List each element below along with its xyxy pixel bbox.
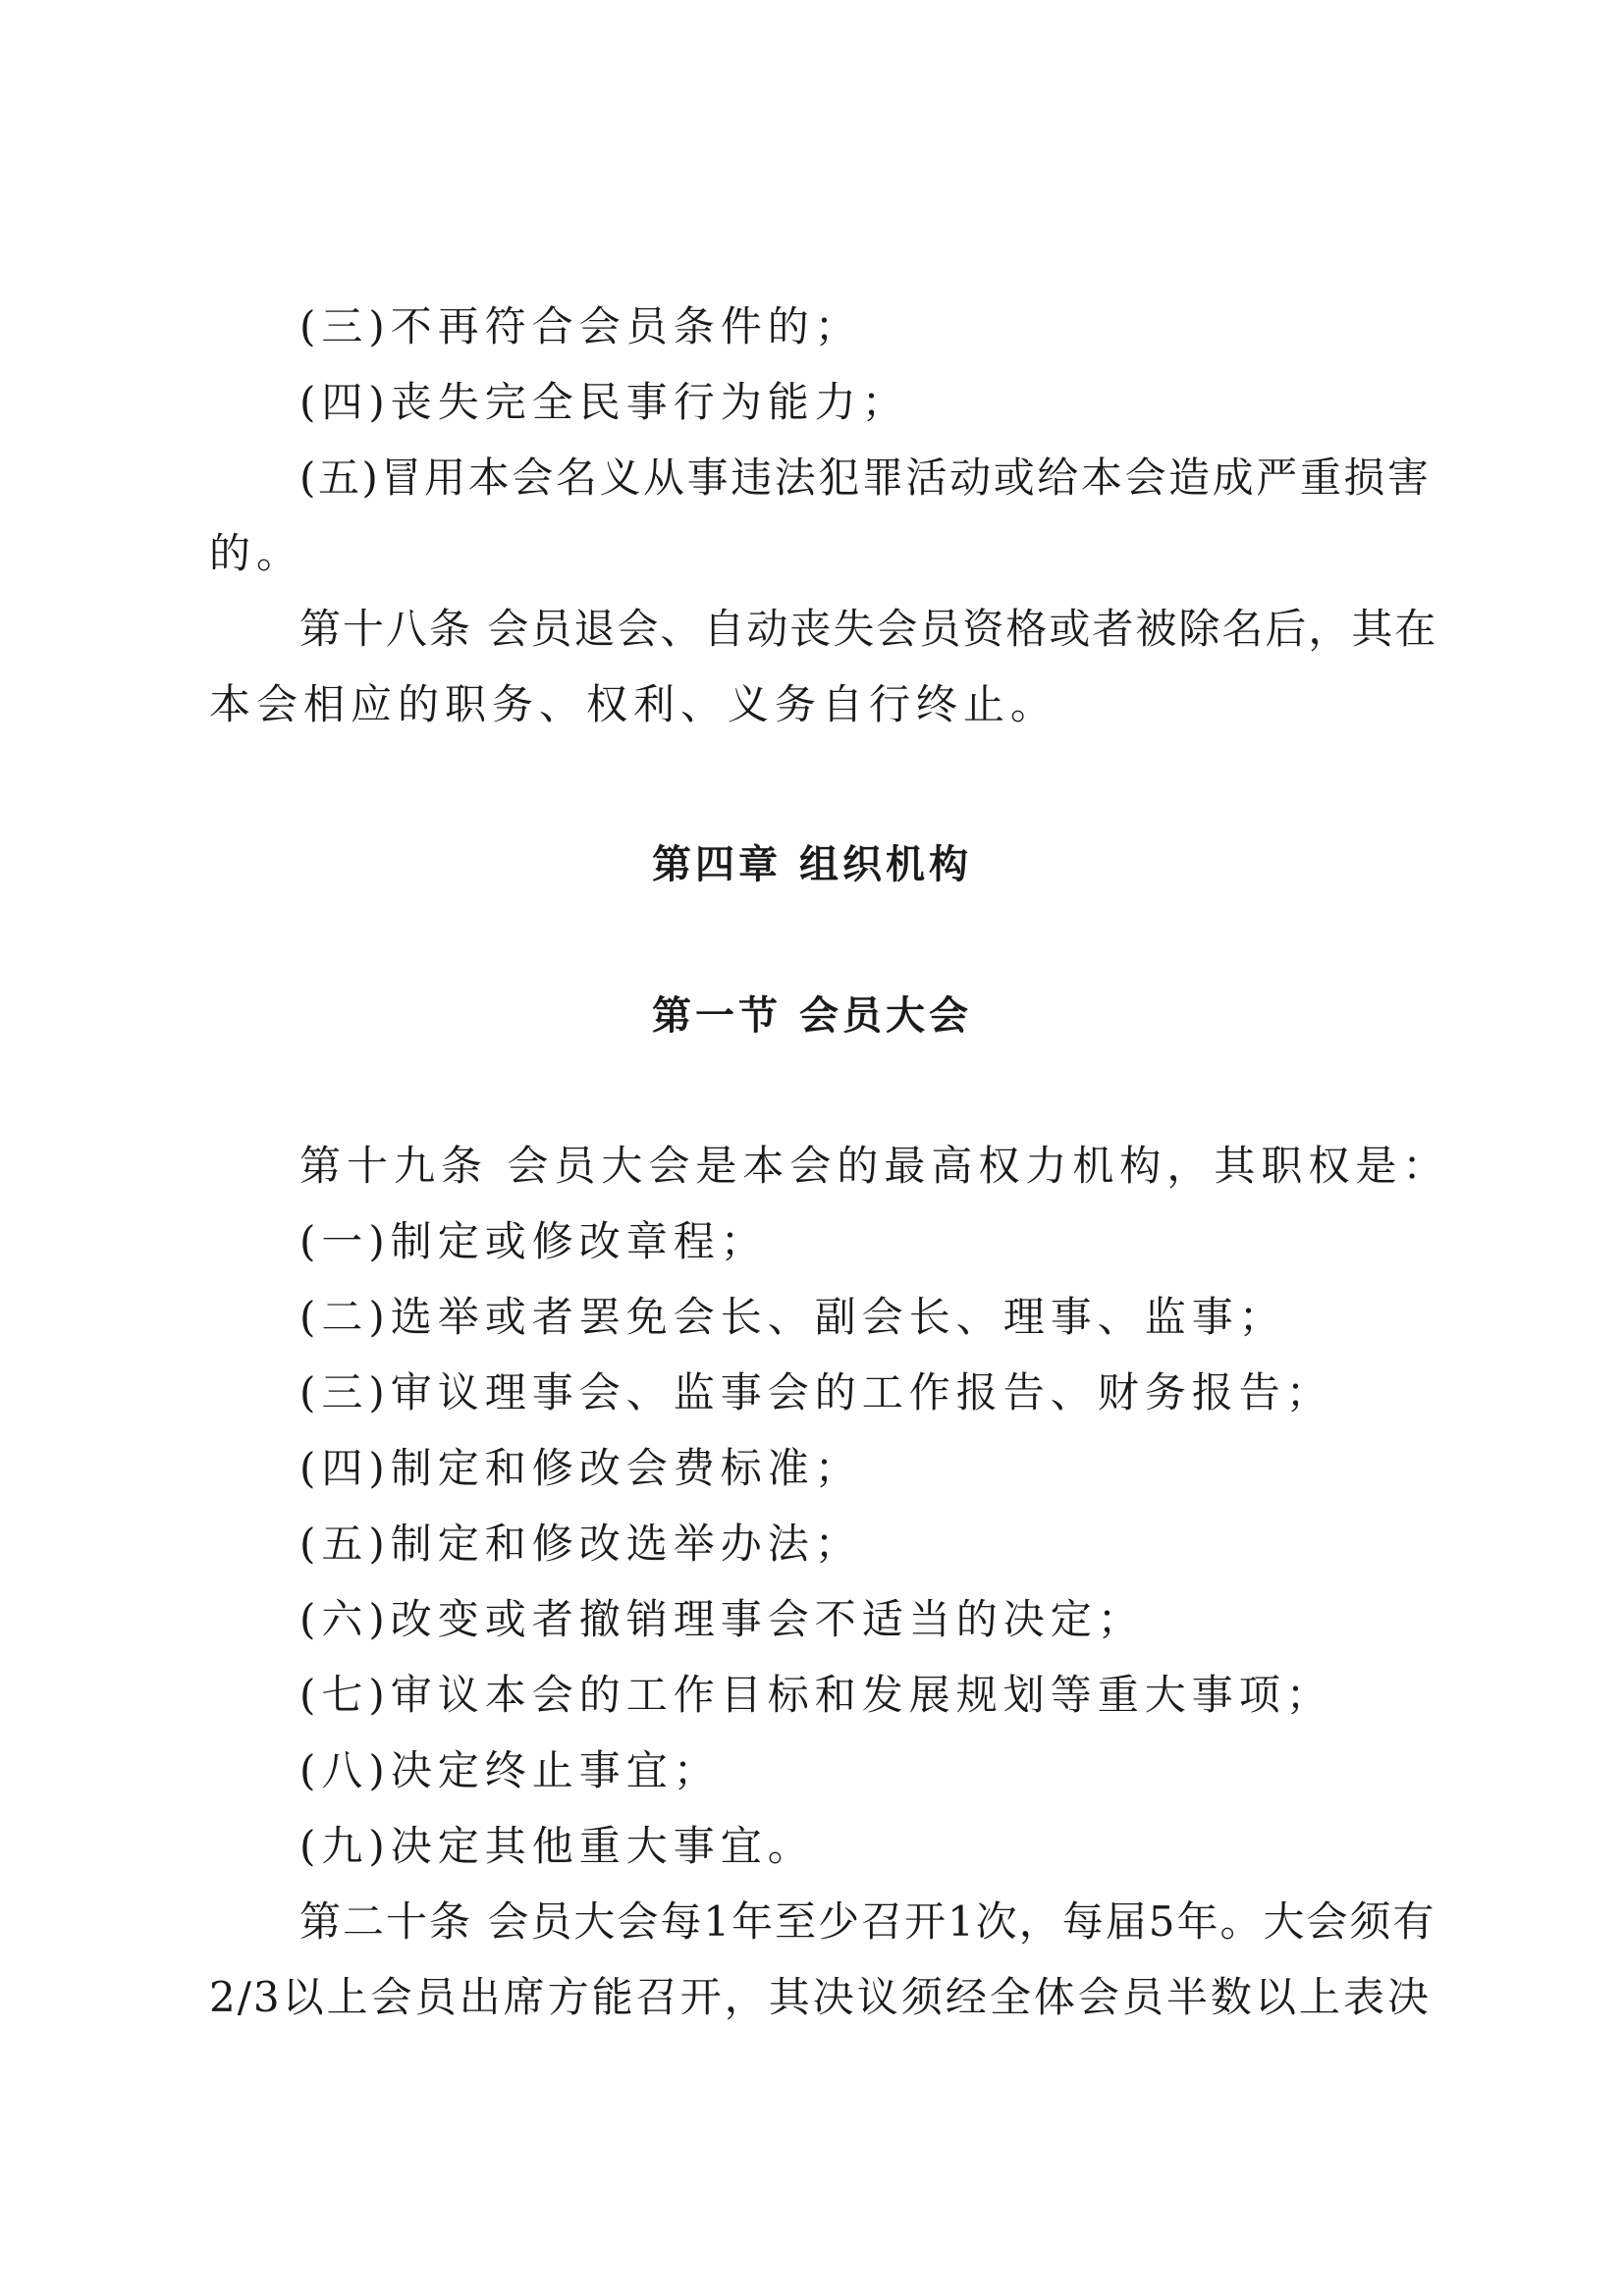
power-item-4: (四)制定和修改会费标准； — [299, 1444, 862, 1492]
power-item-2: (二)选举或者罢免会长、副会长、理事、监事； — [299, 1293, 1286, 1341]
power-item-8: (八)决定终止事宜； — [299, 1746, 721, 1794]
power-item-3: (三)审议理事会、监事会的工作报告、财务报告； — [299, 1368, 1333, 1416]
power-item-1: (一)制定或修改章程； — [299, 1217, 768, 1265]
power-item-6: (六)改变或者撤销理事会不适当的决定； — [299, 1595, 1145, 1643]
article-18-continued: 本会相应的职务、权利、义务自行终止。 — [209, 680, 1058, 728]
article-18-text: 第十八条 会员退会、自动丧失会员资格或者被除名后，其在 — [299, 605, 1438, 653]
power-item-9: (九)决定其他重大事宜。 — [299, 1822, 815, 1870]
section-heading: 第一节 会员大会 — [652, 992, 972, 1039]
article-20-text: 第二十条 会员大会每1年至少召开1次，每届5年。大会须有 — [299, 1897, 1436, 1946]
article-19-text: 第十九条 会员大会是本会的最高权力机构，其职权是： — [299, 1142, 1450, 1190]
item-3-not-qualified: (三)不再符合会员条件的； — [299, 302, 862, 350]
item-4-lost-capacity: (四)丧失完全民事行为能力； — [299, 378, 909, 426]
item-5-continued: 的。 — [209, 529, 304, 577]
item-5-illegal-use: (五)冒用本会名义从事违法犯罪活动或给本会造成严重损害 — [299, 454, 1431, 502]
power-item-7: (七)审议本会的工作目标和发展规划等重大事项； — [299, 1671, 1333, 1719]
article-20-continued: 2/3以上会员出席方能召开，其决议须经全体会员半数以上表决 — [209, 1973, 1431, 2021]
chapter-heading: 第四章 组织机构 — [652, 841, 972, 887]
power-item-5: (五)制定和修改选举办法； — [299, 1520, 862, 1568]
